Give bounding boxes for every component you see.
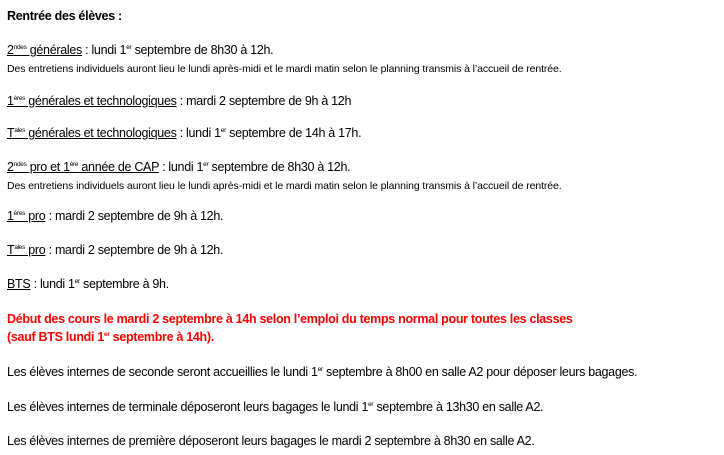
class-label: $2^{ndes}$ pro et 1ère année de CAP (7, 160, 159, 174)
class-label: 1ères générales et technologiques (7, 94, 177, 108)
schedule-terminale-generales: $T^{ales}$ générales et technologiques : lundi 1er septembre de 14h à 17h. (7, 126, 362, 140)
schedule-premiere-generales: 1ères générales et technologiques : mardi 2 septembre de 9h à 12h (7, 94, 352, 108)
class-label: $2^{ndes}$ générales (7, 43, 82, 57)
debut-cours-line-2: (sauf BTS lundi 1er septembre à 14h). (7, 330, 214, 344)
note-entretiens-2: Des entretiens individuels auront lieu le lundi après-midi et le mardi matin selon le planning transmis à l’accueil de rentrée. (7, 180, 562, 192)
class-label: $T^{ales}$ pro (7, 243, 46, 257)
internes-terminale: Les élèves internes de terminale déposeront leurs bagages le lundi 1er septembre à 13h30 en salle A2. (7, 400, 544, 414)
schedule-premiere-pro: 1ères pro : mardi 2 septembre de 9h à 12h. (7, 209, 224, 223)
schedule-seconde-pro-cap: $2^{ndes}$ pro et 1ère année de CAP : lundi 1er septembre de 8h30 à 12h. (7, 160, 351, 174)
schedule-bts: BTS : lundi 1er septembre à 9h. (7, 277, 169, 291)
debut-cours-line-1: Début des cours le mardi 2 septembre à 14h selon l’emploi du temps normal pour toutes les classes (7, 312, 573, 326)
internes-premiere: Les élèves internes de première déposeront leurs bagages le mardi 2 septembre à 8h30 en salle A2. (7, 434, 535, 448)
internes-seconde: Les élèves internes de seconde seront accueillies le lundi 1er septembre à 8h00 en salle A2 pour déposer leurs bagages. (7, 365, 638, 379)
schedule-terminale-pro: $T^{ales}$ pro : mardi 2 septembre de 9h à 12h. (7, 243, 224, 257)
note-entretiens-1: Des entretiens individuels auront lieu le lundi après-midi et le mardi matin selon le planning transmis à l’accueil de rentrée. (7, 63, 562, 75)
page-title: Rentrée des élèves : (7, 9, 122, 23)
schedule-seconde-generales: $2^{ndes}$ générales : lundi 1er septembre de 8h30 à 12h. (7, 43, 274, 57)
class-label: $T^{ales}$ générales et technologiques (7, 126, 177, 140)
class-label: 1ères pro (7, 209, 46, 223)
class-label: BTS (7, 277, 31, 291)
